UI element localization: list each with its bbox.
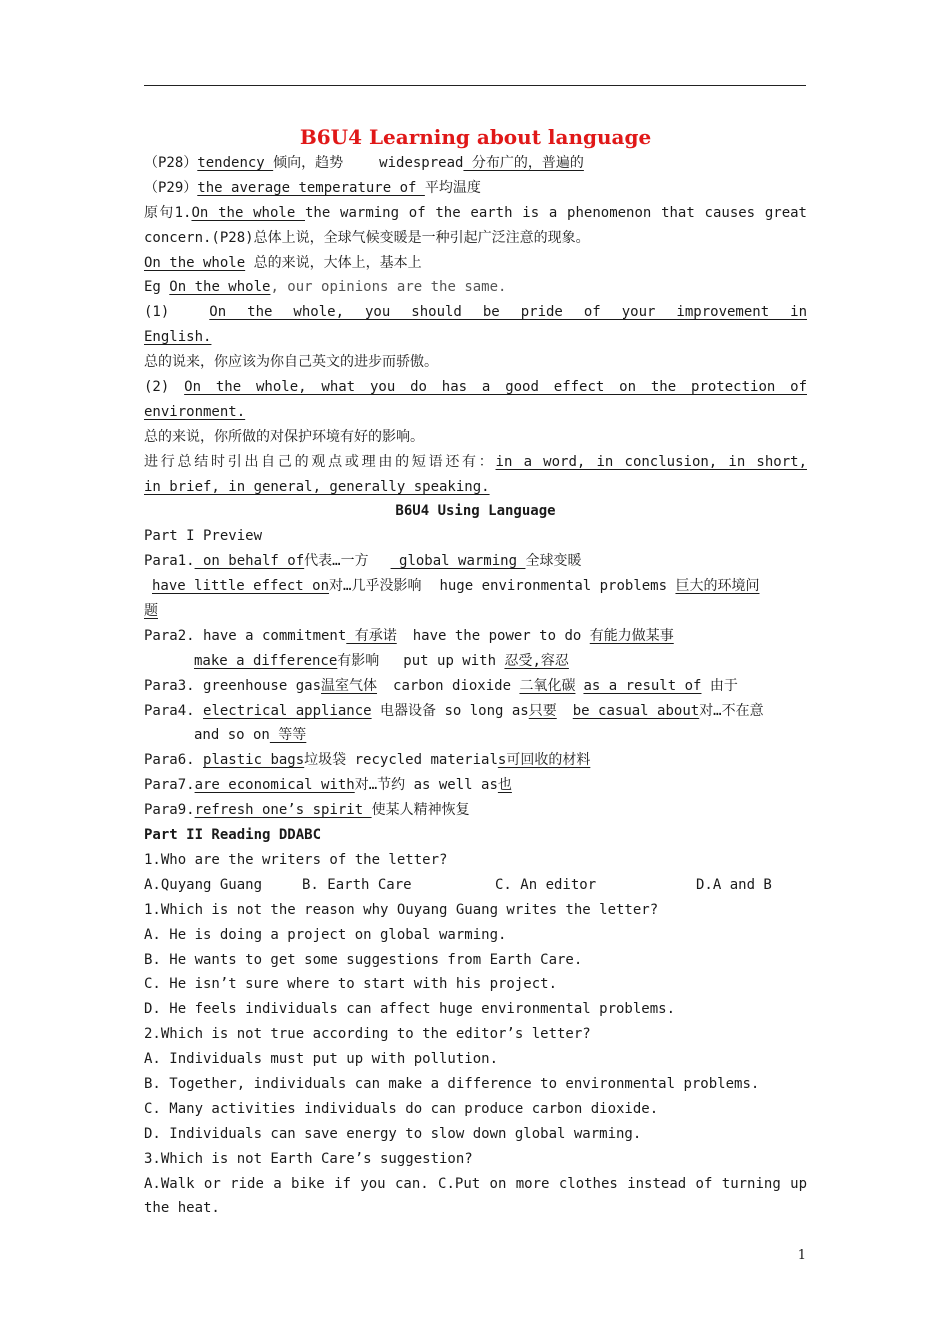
exercise-1: (1) On the whole, you should be pride of your improvement in <box>144 304 807 321</box>
phrase-meaning: On the whole 总的来说，大体上，基本上 <box>144 254 422 271</box>
question-2-option-a: A. He is doing a project on global warming. <box>144 926 507 943</box>
original-sentence: 原句1.On the whole the warming of the earth is a phenomenon that causes great <box>144 204 807 221</box>
question-2-option-b: B. He wants to get some suggestions from Earth Care. <box>144 951 583 968</box>
question-2-option-d: D. He feels individuals can affect huge environmental problems. <box>144 1001 676 1018</box>
para1-line: Para1. on behalf of代表…一方 global warming 全球变暖 <box>144 553 582 570</box>
question-1-options: A.Quyang Guang B. Earth Care C. An editor D.A and B <box>144 876 772 893</box>
question-3-option-b: B. Together, individuals can make a difference to environmental problems. <box>144 1075 760 1092</box>
exercise-1-translation: 总的说来，你应该为你自己英文的进步而骄傲。 <box>144 354 438 371</box>
question-4-options: A.Walk or ride a bike if you can. C.Put on more clothes instead of turning up <box>144 1175 807 1192</box>
section-heading-using-language: B6U4 Using Language <box>395 503 556 520</box>
question-3: 2.Which is not true according to the editor’s letter? <box>144 1026 591 1043</box>
para4-line-2: and so on 等等 <box>194 727 307 744</box>
para1-line-3: 题 <box>144 603 158 620</box>
vocab-line-1: （P28）tendency 倾向，趋势 widespread 分布广的，普遍的 <box>144 155 584 171</box>
question-3-option-c: C. Many activities individuals do can produce carbon dioxide. <box>144 1100 659 1117</box>
para7-line: Para7.are economical with对…节约 as well as也 <box>144 777 512 794</box>
para2-line: Para2. have a commitment 有承诺 have the power to do 有能力做某事 <box>144 627 674 644</box>
summary-phrases: 进行总结时引出自己的观点或理由的短语还有：in a word, in conclusion, in short, <box>144 453 807 470</box>
summary-phrases-cont: in brief, in general, generally speaking. <box>144 478 490 495</box>
page-number: 1 <box>797 1248 806 1263</box>
para3-line: Para3. greenhouse gas温室气体 carbon dioxide 二氧化碳 as a result of 由于 <box>144 677 738 694</box>
para6-line: Para6. plastic bags垃圾袋 recycled materials可回收的材料 <box>144 752 591 769</box>
question-2-option-c: C. He isn’t sure where to start with his project. <box>144 976 558 993</box>
part-1-heading: Part I Preview <box>144 528 263 545</box>
exercise-2-translation: 总的来说，你所做的对保护环境有好的影响。 <box>144 428 424 445</box>
document-body <box>144 123 807 1221</box>
para2-line-2: make a difference有影响 put up with 忍受,容忍 <box>194 652 569 669</box>
para1-line-2: have little effect on对…几乎没影响 huge environmental problems 巨大的环境问 <box>152 578 760 595</box>
para4-line: Para4. electrical appliance 电器设备 so long as只要 be casual about对…不在意 <box>144 702 764 719</box>
question-3-option-a: A. Individuals must put up with pollution. <box>144 1051 499 1068</box>
para9-line: Para9.refresh one’s spirit 使某人精神恢复 <box>144 802 470 819</box>
original-sentence-cont: concern.(P28)总体上说，全球气候变暖是一种引起广泛注意的现象。 <box>144 229 590 246</box>
header-rule <box>144 85 806 86</box>
question-1: 1.Who are the writers of the letter? <box>144 851 448 868</box>
exercise-2: (2) On the whole, what you do has a good effect on the protection of <box>144 379 807 396</box>
exercise-1-cont: English. <box>144 329 212 346</box>
page-title: B6U4 Learning about language <box>299 125 652 149</box>
exercise-2-cont: environment. <box>144 403 246 420</box>
question-4-options-cont: the heat. <box>144 1200 220 1217</box>
vocab-line-2: （P29）the average temperature of 平均温度 <box>144 179 481 196</box>
part-2-heading: Part II Reading DDABC <box>144 827 322 844</box>
question-2: 1.Which is not the reason why Ouyang Guang writes the letter? <box>144 901 659 918</box>
question-3-option-d: D. Individuals can save energy to slow down global warming. <box>144 1125 642 1142</box>
example-line: Eg On the whole, our opinions are the same. <box>144 279 507 296</box>
question-4: 3.Which is not Earth Care’s suggestion? <box>144 1150 473 1167</box>
